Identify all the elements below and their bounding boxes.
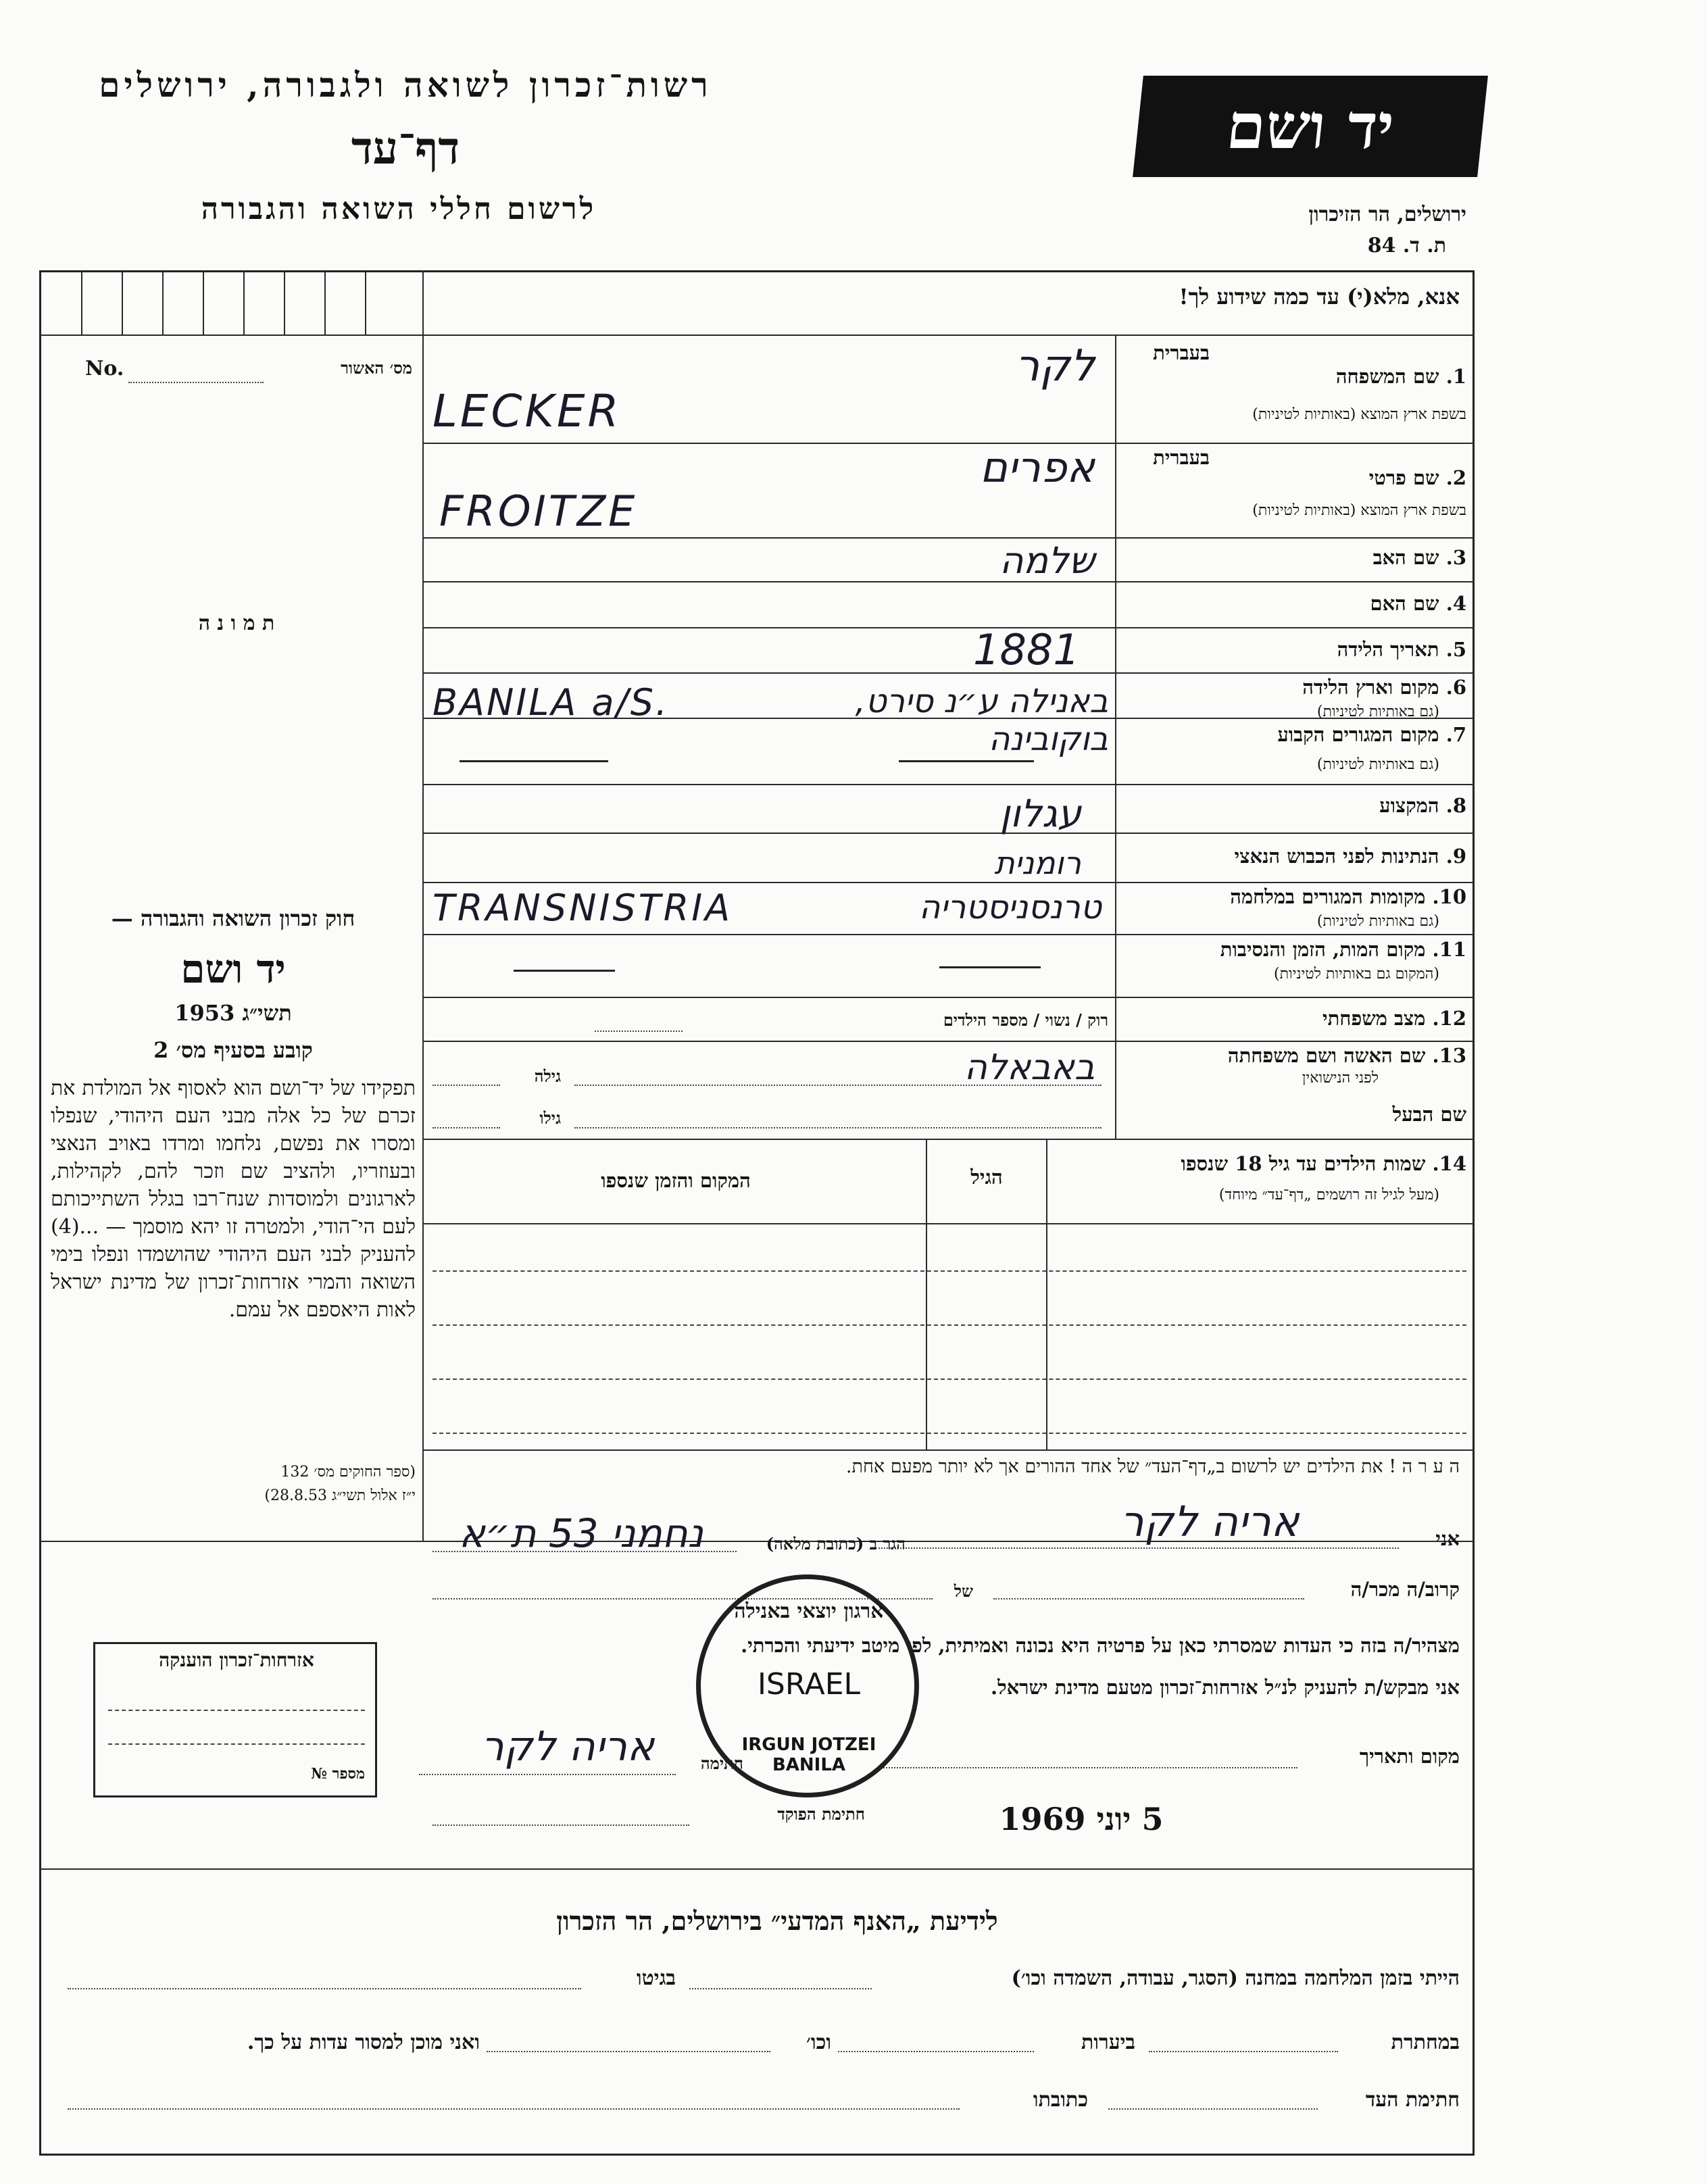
field-9-label: 9. הנתינות לפני הכבוש הנאצי: [1234, 845, 1466, 868]
footer-address-label: כתובתו: [1033, 2088, 1088, 2112]
declarant-label: אני: [1435, 1527, 1460, 1550]
receipt-no-latin: No.: [85, 357, 124, 380]
address-label: הגר ב (כתובת מלאה): [766, 1534, 906, 1554]
citizenship-granted-label: אזרחות־זכרון הוענקה: [159, 1649, 314, 1671]
form-subtitle: לרשום חללי השואה והגבורה: [201, 192, 597, 226]
field-5-label: 5. תאריך הלידה: [1337, 638, 1466, 661]
form-title: דף־עד: [351, 122, 460, 174]
birth-place-hebrew-value[interactable]: באנילה ע״נ סירט, בוקובינה: [855, 682, 1108, 758]
law-text: תפקידו של יד־ושם הוא לאסוף אל המולדת את זכרם של כל אלה מבני העם היהודי, שנפלו ומסרו את נפשם, נלחמו ומרדו באויב הנאצי ובעוזריו, ולהציב שם וזכר להם, לקהילות, לארגונים ולמוסדות שנח־רבו בגלל השתייכותם לעם הי־הודי, ולמטרה זו יהא מוסמך — ...(4) להעניק לבני העם היהודי שהושמדו ונפלו בימי השואה והמרי אזרחות־זכרון של מדינת ישראל לאות היאספם אל עמם.: [51, 1076, 416, 1322]
declarant-address-value[interactable]: נחמני 53 ת״א: [459, 1510, 703, 1556]
field-12-label: 12. מצב משפחתי: [1322, 1007, 1466, 1030]
field-2-native-note: בשפת ארץ המוצא (באותיות לטיניות): [1252, 502, 1466, 519]
death-place-dash-latin: [514, 970, 615, 972]
field-1-label: 1. שם המשפחה: [1335, 365, 1466, 388]
father-name-value[interactable]: שלמה: [999, 539, 1095, 582]
wartime-residence-hebrew[interactable]: טרנסניסטריה: [919, 889, 1102, 926]
yad-vashem-logo: יד ושם: [1133, 76, 1488, 177]
field-1-native-note: בשפת ארץ המוצא (באותיות לטיניות): [1252, 406, 1466, 423]
relative-label: קרוב/ה מכר/ה: [1350, 1578, 1460, 1601]
firstname-hebrew-value[interactable]: אפרים: [979, 443, 1095, 492]
address-line-1: ירושלים, הר הזיכרון: [1308, 203, 1466, 226]
wife-name-value[interactable]: באבאלה: [964, 1047, 1095, 1088]
footer-ghetto-label: בגיטו: [636, 1966, 676, 1990]
nationality-value[interactable]: רומנית: [994, 845, 1081, 881]
field-13-label: 13. שם האשה ושם משפחתה: [1227, 1044, 1466, 1067]
footer-title: לידיעת „האנף המדעי״ בירושלים, הר הזכרון: [556, 1906, 998, 1936]
field-7-sub: (גם באותיות לטיניות): [1316, 756, 1439, 773]
field-2-hebrew-tag: בעברית: [1153, 446, 1210, 469]
signature-label: חתימה: [700, 1754, 743, 1773]
stamp-text-top: ארגון יוצאי באנילה: [734, 1599, 884, 1623]
declaration-statement: מצהיר/ה בזה כי העדות שמסרתי כאן על פרטיה היא נכונה ואמיתית, לפי מיטב ידיעתי והכרתי.: [741, 1634, 1460, 1657]
authority-title: רשות־זכרון לשואה ולגבורה, ירושלים: [99, 65, 712, 105]
death-place-dash-hebrew: [939, 966, 1041, 968]
footer-camp-label: הייתי בזמן המלחמה במחנה (הסגר, עבודה, השמדה וכו׳): [1011, 1966, 1460, 1990]
children-place-col: המקום והזמן שנספו: [601, 1169, 751, 1192]
birth-place-latin-value[interactable]: BANILA a/S.: [432, 681, 670, 724]
wife-age-label: גילה: [534, 1066, 561, 1086]
citizenship-request: אני מבקש/ת להעניק לנ״ל אזרחות־זכרון מטעם מדינת ישראל.: [991, 1676, 1460, 1699]
citizenship-number-label: מספר №: [311, 1765, 365, 1783]
field-6-label: 6. מקום וארץ הלידה: [1302, 676, 1466, 699]
occupation-value[interactable]: עגלון: [999, 792, 1081, 836]
declarant-signature[interactable]: אריה לקר: [480, 1723, 655, 1770]
stamp-text-bottom: IRGUN JOTZEI BANILA: [741, 1735, 876, 1775]
husband-label: שם הבעל: [1392, 1103, 1466, 1126]
field-8-label: 8. המקצוע: [1379, 794, 1466, 817]
footer-forests-label: ביערות: [1081, 2031, 1135, 2054]
date-stamp: 5 יוני 1969: [999, 1801, 1164, 1837]
organization-stamp: [696, 1574, 919, 1797]
husband-age-label: גילו: [539, 1108, 561, 1128]
law-ref-1: (ספר החוקים מס׳ 132: [280, 1464, 416, 1481]
footer-underground-label: במחתרת: [1391, 2031, 1460, 2054]
footer-etc-label: וכו׳: [806, 2031, 831, 2054]
law-name: יד ושם: [180, 946, 286, 992]
field-3-label: 3. שם האב: [1372, 546, 1466, 569]
field-6-sub: (גם באותיות לטיניות): [1316, 703, 1439, 720]
surname-hebrew-value[interactable]: לקר: [1015, 341, 1095, 391]
note-text: ה ע ר ה ! את הילדים יש לרשום ב„דף־העד״ של אחד ההורים אך לא יותר מפעם אחת.: [845, 1456, 1460, 1477]
law-title: חוק זכרון השואה והגבורה —: [111, 905, 355, 931]
of-label: של: [954, 1581, 973, 1601]
surname-latin-value[interactable]: LECKER: [432, 385, 622, 437]
field-14-sub: (מעל לגיל זה רושמים „דף־עד״ מיוחד): [1218, 1187, 1439, 1203]
marital-status-options[interactable]: רוק / נשוי / מספר הילדים: [943, 1010, 1108, 1030]
place-date-label: מקום ותאריך: [1359, 1745, 1460, 1768]
law-ref-2: י״ז אלול תשי״ג 28.8.53): [264, 1487, 416, 1504]
field-10-label: 10. מקומות המגורים במלחמה: [1230, 885, 1466, 908]
instruction-text: אנא, מלא(י) עד כמה שידוע לך!: [1179, 284, 1460, 309]
field-2-label: 2. שם פרטי: [1368, 466, 1466, 489]
firstname-latin-value[interactable]: FROITZE: [439, 487, 638, 536]
receipt-no-label: מס׳ האשור: [341, 358, 412, 378]
birth-date-value[interactable]: 1881: [973, 625, 1080, 674]
law-year: תשי״ג 1953: [174, 1000, 292, 1026]
photo-label: ת מ ו נ ה: [198, 612, 275, 635]
wartime-residence-latin[interactable]: TRANSNISTRIA: [432, 887, 733, 929]
residence-dash-latin: [460, 760, 608, 762]
field-14-label: 14. שמות הילדים עד גיל 18 שנספו: [1181, 1152, 1466, 1175]
field-1-hebrew-tag: בעברית: [1153, 341, 1210, 364]
field-13-sub: לפני הנישואין: [1302, 1070, 1379, 1087]
law-clause: קובע בסעיף מס׳ 2: [153, 1037, 313, 1063]
children-age-col: הגיל: [970, 1166, 1003, 1189]
field-11-sub: (המקום גם באותיות לטיניות): [1274, 966, 1439, 983]
field-10-sub: (גם באותיות לטיניות): [1316, 913, 1439, 930]
residence-dash-hebrew: [899, 760, 1034, 762]
footer-testimony-label: ואני מוכן למסור עדות על כך.: [247, 2031, 480, 2054]
declarant-name-value[interactable]: אריה לקר: [1120, 1497, 1300, 1546]
footer-witness-signature-label: חתימת העד: [1365, 2088, 1460, 2112]
official-signature-label: חתימת הפוקד: [777, 1804, 865, 1824]
address-line-2: ת. ד. 84: [1367, 234, 1446, 257]
field-7-label: 7. מקום המגורים הקבוע: [1277, 723, 1466, 746]
field-11-label: 11. מקום המות, הזמן והנסיבות: [1220, 938, 1466, 961]
field-4-label: 4. שם האם: [1370, 592, 1466, 615]
stamp-text-middle: ISRAEL: [757, 1667, 861, 1702]
